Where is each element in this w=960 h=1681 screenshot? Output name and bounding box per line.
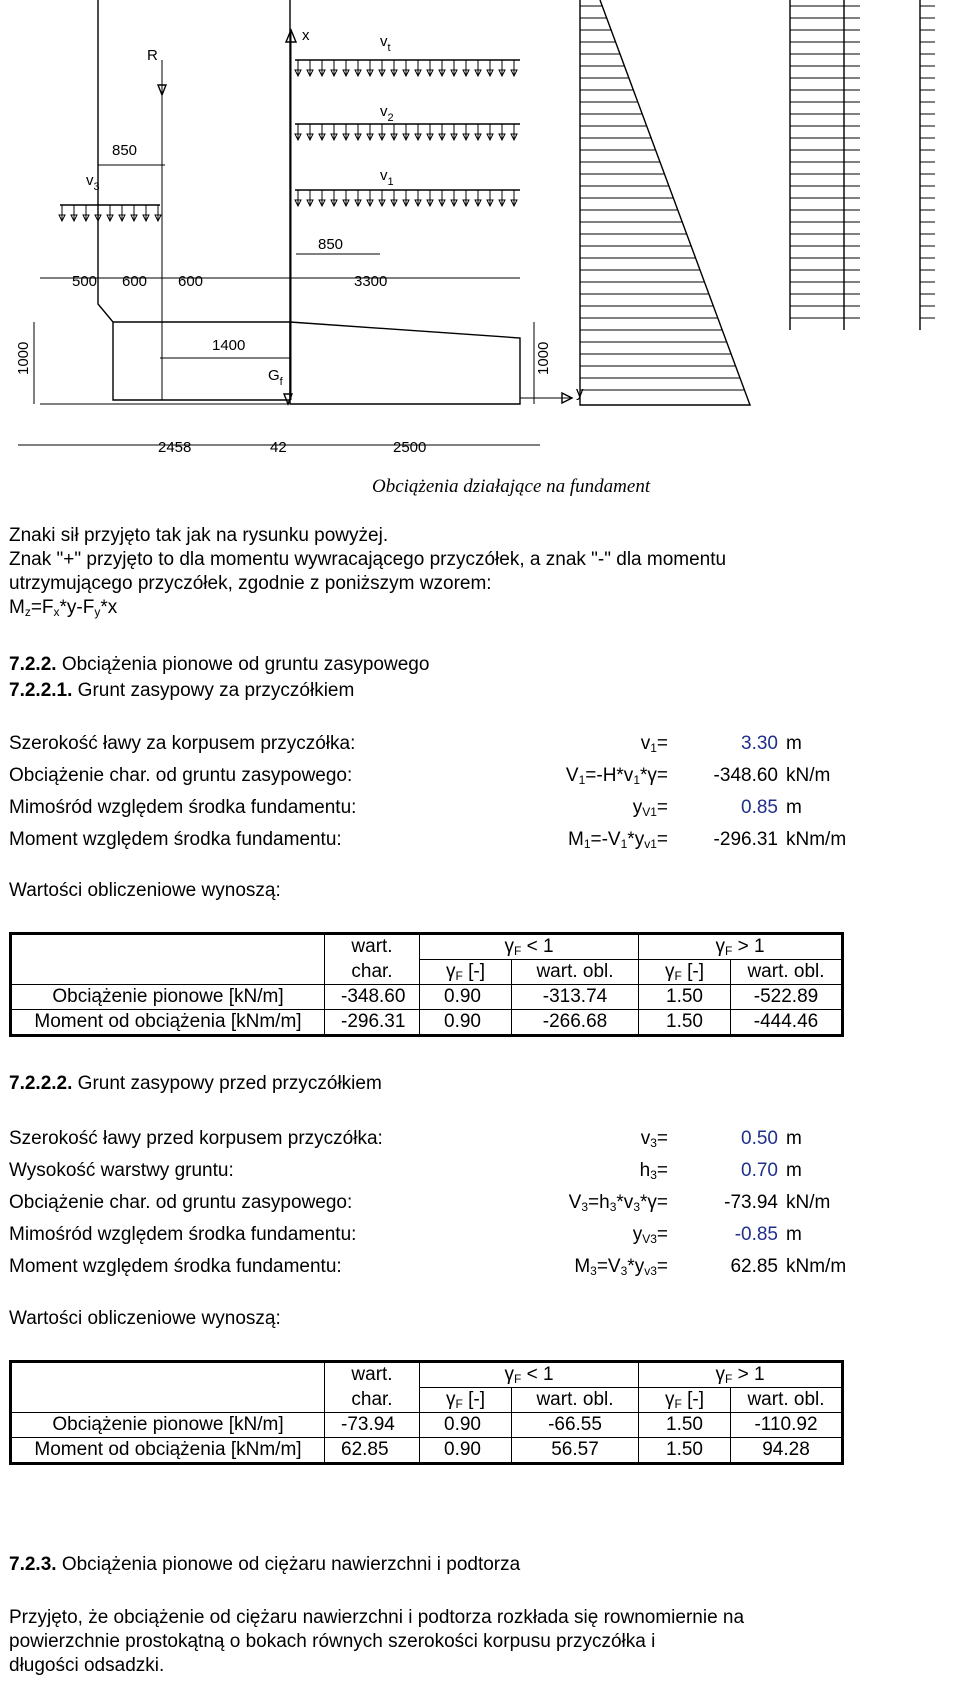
figure-caption: Obciążenia działające na fundament	[372, 476, 651, 497]
dim-1000-right: 1000	[535, 341, 552, 375]
section-heading-7-2-3: 7.2.3. Obciążenia pionowe od ciężaru nawierzchni i podtorza	[9, 1554, 521, 1575]
s1-design-table	[9, 932, 844, 1037]
param-unit: kN/m	[786, 1192, 831, 1213]
dim-3300: 3300	[354, 273, 388, 290]
cell-obl-1: -313.74	[512, 985, 639, 1010]
s1-design-title: Wartości obliczeniowe wynoszą:	[9, 880, 281, 901]
header-gamma-f-1: $\gamma_F$ [-]	[420, 1388, 512, 1413]
row-label: Moment od obciążenia [kNm/m]	[11, 1438, 325, 1464]
s2-design-table	[9, 1360, 844, 1465]
param-value: 62.85	[730, 1256, 778, 1277]
table-row	[11, 985, 843, 1010]
param-unit: m	[786, 797, 802, 818]
param-formula: $v_3=$	[640, 1128, 668, 1150]
s3-line-3: długości odsadzki.	[9, 1655, 165, 1676]
cell-gamma-2: 1.50	[639, 1413, 731, 1438]
cell-char: -348.60	[325, 985, 420, 1010]
dim-600-b: 600	[178, 273, 204, 290]
param-unit: m	[786, 733, 802, 754]
table-row	[11, 1413, 843, 1438]
param-formula: $y_{V3}=$	[632, 1224, 668, 1246]
dim-42: 42	[270, 439, 287, 456]
label-x: x	[302, 27, 310, 44]
dim-500: 500	[72, 273, 98, 290]
param-value: 0.50	[741, 1128, 778, 1149]
cell-gamma-2: 1.50	[639, 1438, 731, 1464]
header-obl-2: wart. obl.	[731, 960, 843, 985]
label-v1: $v_1$	[380, 167, 394, 188]
param-value: 3.30	[741, 733, 778, 754]
row-label: Obciążenie pionowe [kN/m]	[11, 985, 325, 1010]
param-value: 0.85	[741, 797, 778, 818]
param-value: 0.70	[741, 1160, 778, 1181]
header-gamma-lt-1: $\gamma_F < 1$	[420, 1362, 639, 1388]
cell-obl-1: -266.68	[512, 1010, 639, 1036]
label-gf: $G_f$	[268, 367, 283, 388]
table-corner	[11, 1362, 325, 1413]
param-formula: $v_1=$	[640, 733, 668, 755]
s3-line-1: Przyjęto, że obciążenie od ciężaru nawierzchni i podtorza rozkłada się rownomiernie na	[9, 1607, 745, 1628]
table-row	[11, 1010, 843, 1036]
label-R: R	[147, 47, 158, 64]
param-value: -296.31	[713, 829, 778, 850]
param-formula: $M_1=-V_1*y_{v1}=$	[567, 829, 668, 851]
intro-line-1: Znaki sił przyjęto tak jak na rysunku powyżej.	[9, 525, 389, 546]
label-y: y	[576, 384, 584, 401]
cell-gamma-2: 1.50	[639, 1010, 731, 1036]
header-gamma-gt-1: $\gamma_F > 1$	[639, 934, 843, 960]
cell-obl-1: -66.55	[512, 1413, 639, 1438]
cell-char: 62.85	[325, 1438, 420, 1464]
param-label: Szerokość ławy za korpusem przyczółka:	[9, 733, 356, 754]
load-diagram	[0, 0, 960, 470]
param-label: Mimośród względem środka fundamentu:	[9, 797, 357, 818]
cell-obl-2: 94.28	[731, 1438, 843, 1464]
cell-gamma-1: 0.90	[420, 985, 512, 1010]
cell-gamma-2: 1.50	[639, 985, 731, 1010]
section-heading-7-2-2-1: 7.2.2.1. Grunt zasypowy za przyczółkiem	[9, 680, 355, 701]
moment-formula: $M_z=F_x*y-F_y*x$	[9, 597, 118, 619]
header-char: char.	[325, 960, 420, 985]
dim-600-a: 600	[122, 273, 148, 290]
param-value: -73.94	[724, 1192, 778, 1213]
s3-line-2: powierzchnie prostokątną o bokach równych szerokości korpusu przyczółka i	[9, 1631, 656, 1652]
cell-gamma-1: 0.90	[420, 1413, 512, 1438]
intro-line-3: utrzymującego przyczółek, zgodnie z poniższym wzorem:	[9, 573, 492, 594]
param-formula: $h_3=$	[639, 1160, 668, 1182]
label-v2: $v_2$	[380, 103, 394, 124]
cell-char: -73.94	[325, 1413, 420, 1438]
intro-paragraph	[9, 524, 726, 624]
param-formula: $y_{V1}=$	[632, 797, 668, 819]
param-formula: $V_3=h_3*v_3*\gamma=$	[568, 1192, 668, 1214]
cell-gamma-1: 0.90	[420, 1438, 512, 1464]
dim-2500: 2500	[393, 439, 427, 456]
param-label: Moment względem środka fundamentu:	[9, 1256, 342, 1277]
row-label: Obciążenie pionowe [kN/m]	[11, 1413, 325, 1438]
label-vt: $v_t$	[380, 33, 391, 54]
header-obl-1: wart. obl.	[512, 1388, 639, 1413]
param-unit: m	[786, 1128, 802, 1149]
param-label: Obciążenie char. od gruntu zasypowego:	[9, 1192, 353, 1213]
header-obl-2: wart. obl.	[731, 1388, 843, 1413]
param-formula: $V_1=-H*v_1*\gamma=$	[565, 765, 668, 787]
param-label: Wysokość warstwy gruntu:	[9, 1160, 234, 1181]
dim-1400: 1400	[212, 337, 246, 354]
param-label: Mimośród względem środka fundamentu:	[9, 1224, 357, 1245]
cell-gamma-1: 0.90	[420, 1010, 512, 1036]
param-label: Szerokość ławy przed korpusem przyczółka:	[9, 1128, 383, 1149]
header-wart: wart.	[325, 934, 420, 960]
dim-1000-left: 1000	[15, 341, 32, 375]
cell-obl-1: 56.57	[512, 1438, 639, 1464]
header-wart: wart.	[325, 1362, 420, 1388]
param-formula: $M_3=V_3*y_{v3}=$	[574, 1256, 668, 1278]
cell-char: -296.31	[325, 1010, 420, 1036]
s2-design-title: Wartości obliczeniowe wynoszą:	[9, 1308, 281, 1329]
header-gamma-lt-1: $\gamma_F < 1$	[420, 934, 639, 960]
header-obl-1: wart. obl.	[512, 960, 639, 985]
param-unit: kNm/m	[786, 829, 847, 850]
cell-obl-2: -110.92	[731, 1413, 843, 1438]
dim-850-top: 850	[112, 142, 138, 159]
header-gamma-gt-1: $\gamma_F > 1$	[639, 1362, 843, 1388]
header-gamma-f-2: $\gamma_F$ [-]	[639, 960, 731, 985]
param-label: Moment względem środka fundamentu:	[9, 829, 342, 850]
header-gamma-f-1: $\gamma_F$ [-]	[420, 960, 512, 985]
param-unit: m	[786, 1224, 802, 1245]
label-v3: $v_3$	[86, 172, 100, 193]
dim-2458: 2458	[158, 439, 192, 456]
cell-obl-2: -444.46	[731, 1010, 843, 1036]
section-heading-7-2-2: 7.2.2. Obciążenia pionowe od gruntu zasypowego	[9, 654, 430, 675]
header-gamma-f-2: $\gamma_F$ [-]	[639, 1388, 731, 1413]
table-row	[11, 1438, 843, 1464]
param-label: Obciążenie char. od gruntu zasypowego:	[9, 765, 353, 786]
intro-line-2: Znak "+" przyjęto to dla momentu wywracającego przyczółek, a znak "-" dla momentu	[9, 549, 727, 570]
dim-850-mid: 850	[318, 236, 344, 253]
param-value: -348.60	[713, 765, 778, 786]
header-char: char.	[325, 1388, 420, 1413]
row-label: Moment od obciążenia [kNm/m]	[11, 1010, 325, 1036]
table-corner	[11, 934, 325, 985]
s3-paragraph	[9, 1606, 744, 1678]
abutment-outline	[98, 0, 290, 400]
section-heading-7-2-2-2: 7.2.2.2. Grunt zasypowy przed przyczółkiem	[9, 1073, 382, 1094]
cell-obl-2: -522.89	[731, 985, 843, 1010]
param-unit: m	[786, 1160, 802, 1181]
param-value: -0.85	[734, 1224, 778, 1245]
param-unit: kNm/m	[786, 1256, 847, 1277]
param-unit: kN/m	[786, 765, 831, 786]
